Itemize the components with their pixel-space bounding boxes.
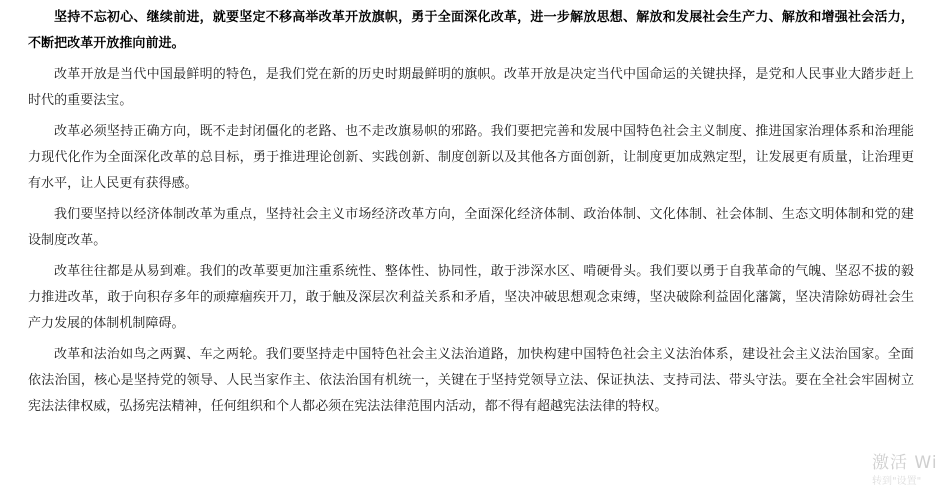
paragraph-reform-difficulty: 改革往往都是从易到难。我们的改革要更加注重系统性、整体性、协同性，敢于涉深水区、啃硬骨头。我们要以勇于自我革命的气魄、坚忍不拔的毅力推进改革，敢于向积存多年的顽瘴痼疾开刀，敢于触及深层次利益关系和矛盾，坚决冲破思想观念束缚，坚决破除利益固化藩篱，坚决清除妨碍社会生产力发展的体制机制障碍。 <box>28 264 914 331</box>
paragraph-reform-opening: 改革开放是当代中国最鲜明的特色，是我们党在新的历史时期最鲜明的旗帜。改革开放是决定当代中国命运的关键抉择，是党和人民事业大踏步赶上时代的重要法宝。 <box>28 67 914 108</box>
windows-activation-subtext: 转到"设置" <box>872 476 922 487</box>
paragraph-lead: 坚持不忘初心、继续前进，就要坚定不移高举改革开放旗帜，勇于全面深化改革，进一步解放思想、解放和发展社会生产力、解放和增强社会活力，不断把改革开放推向前进。 <box>28 10 914 51</box>
article-body <box>28 5 914 420</box>
paragraph-economic-reform: 我们要坚持以经济体制改革为重点，坚持社会主义市场经济改革方向，全面深化经济体制、政治体制、文化体制、社会体制、生态文明体制和党的建设制度改革。 <box>28 207 914 248</box>
paragraph-rule-of-law: 改革和法治如鸟之两翼、车之两轮。我们要坚持走中国特色社会主义法治道路，加快构建中国特色社会主义法治体系，建设社会主义法治国家。全面依法治国，核心是坚持党的领导、人民当家作主、依法治国有机统一，关键在于坚持党领导立法、保证执法、支持司法、带头守法。要在全社会牢固树立宪法法律权威，弘扬宪法精神，任何组织和个人都必须在宪法法律范围内活动，都不得有超越宪法法律的特权。 <box>28 347 914 414</box>
paragraph-reform-direction: 改革必须坚持正确方向，既不走封闭僵化的老路、也不走改旗易帜的邪路。我们要把完善和发展中国特色社会主义制度、推进国家治理体系和治理能力现代化作为全面深化改革的总目标，勇于推进理论创新、实践创新、制度创新以及其他各方面创新，让制度更加成熟定型，让发展更有质量，让治理更有水平，让人民更有获得感。 <box>28 124 914 191</box>
windows-activation-watermark: 激活 Wi <box>872 453 938 473</box>
